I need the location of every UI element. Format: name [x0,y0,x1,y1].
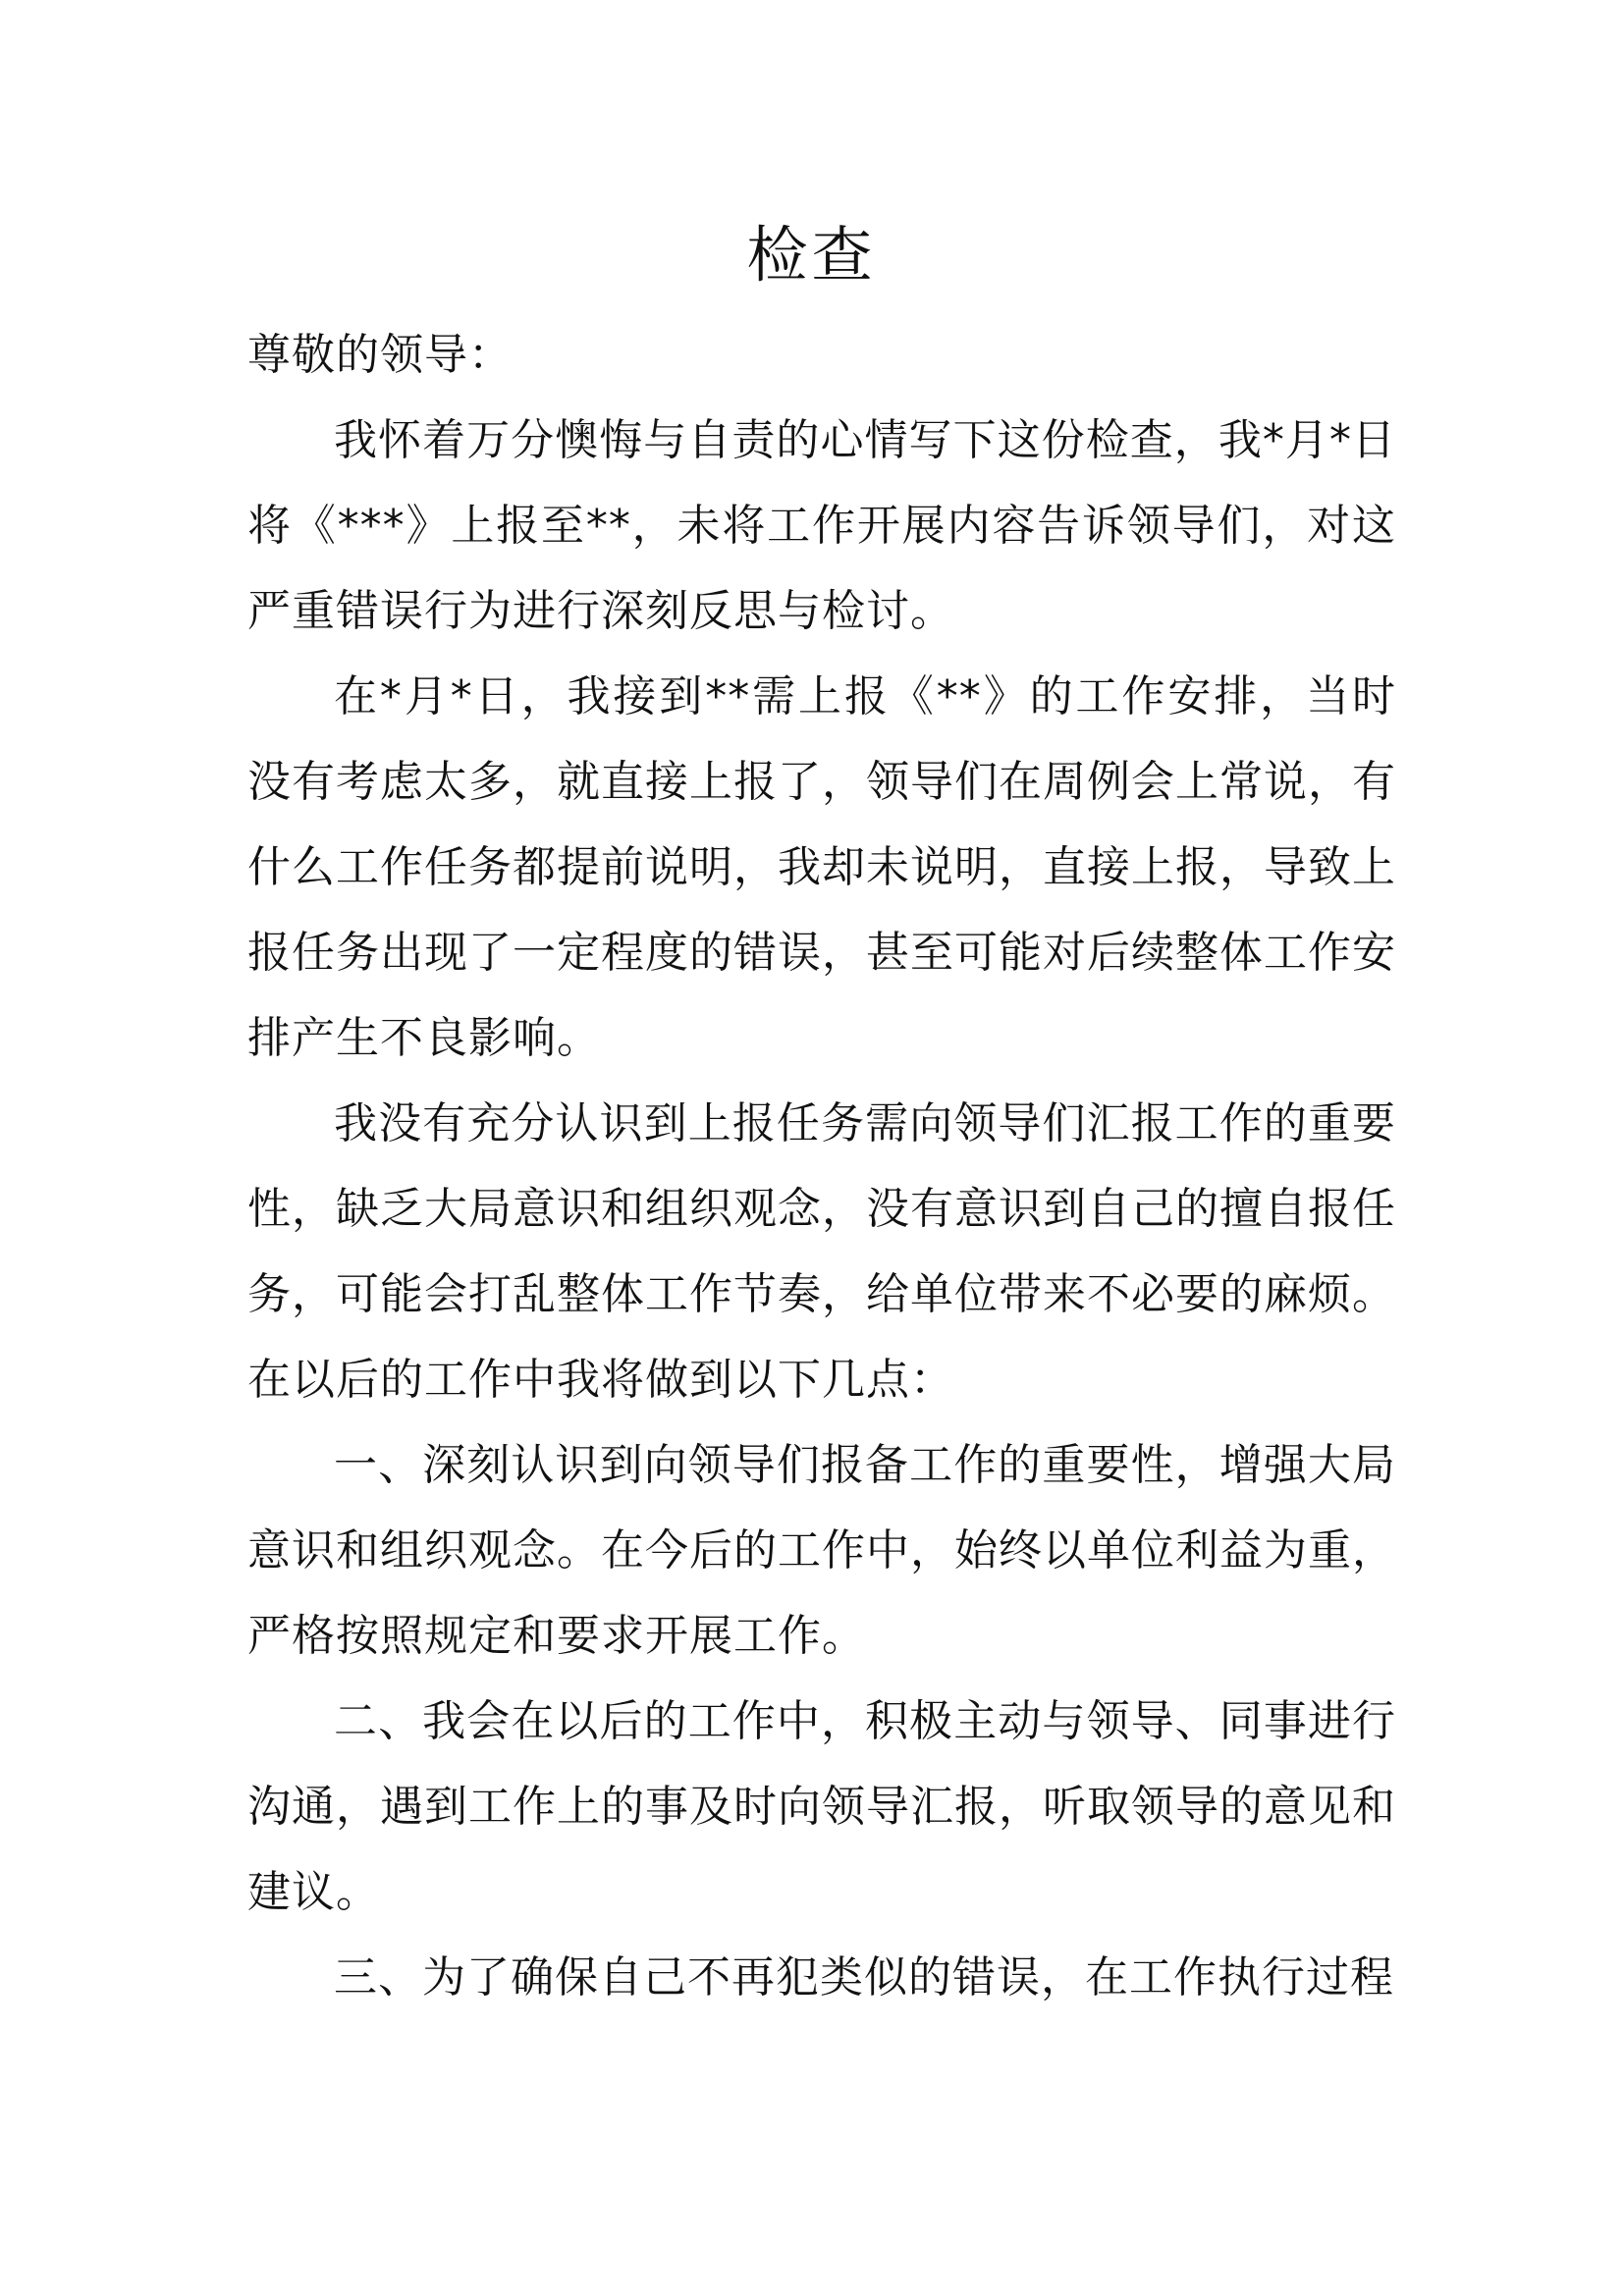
commitment-intro: 在以后的工作中我将做到以下几点： [247,1355,954,1405]
commitment-point-1: 一、深刻认识到向领导们报备工作的重要性，增强大局意识和组织观念。在今后的工作中，始终以单位利益为重，严格按照规定和要求开展工作。 [247,1440,1396,1661]
commitment-point-2: 二、我会在以后的工作中，积极主动与领导、同事进行沟通，遇到工作上的事及时向领导汇报，听取领导的意见和建议。 [247,1696,1396,1917]
commitment-point-3: 三、为了确保自己不再犯类似的错误，在工作执行过程 [334,1952,1394,2002]
paragraph-apology: 我怀着万分懊悔与自责的心情写下这份检查，我*月*日将《***》上报至**，未将工作开展内容告诉领导们，对这严重错误行为进行深刻反思与检讨。 [247,415,1396,636]
salutation: 尊敬的领导： [247,330,513,380]
document-title: 检查 [746,219,877,291]
document-body [247,312,1396,2020]
paragraph-reflection: 我没有充分认识到上报任务需向领导们汇报工作的重要性，缺乏大局意识和组织观念，没有意识到自己的擅自报任务，可能会打乱整体工作节奏，给单位带来不必要的麻烦。 [247,1098,1396,1319]
paragraph-incident: 在*月*日，我接到**需上报《**》的工作安排，当时没有考虑太多，就直接上报了，领导们在周例会上常说，有什么工作任务都提前说明，我却未说明，直接上报，导致上报任务出现了一定程度的错误，甚至可能对后续整体工作安排产生不良影响。 [247,671,1396,1063]
